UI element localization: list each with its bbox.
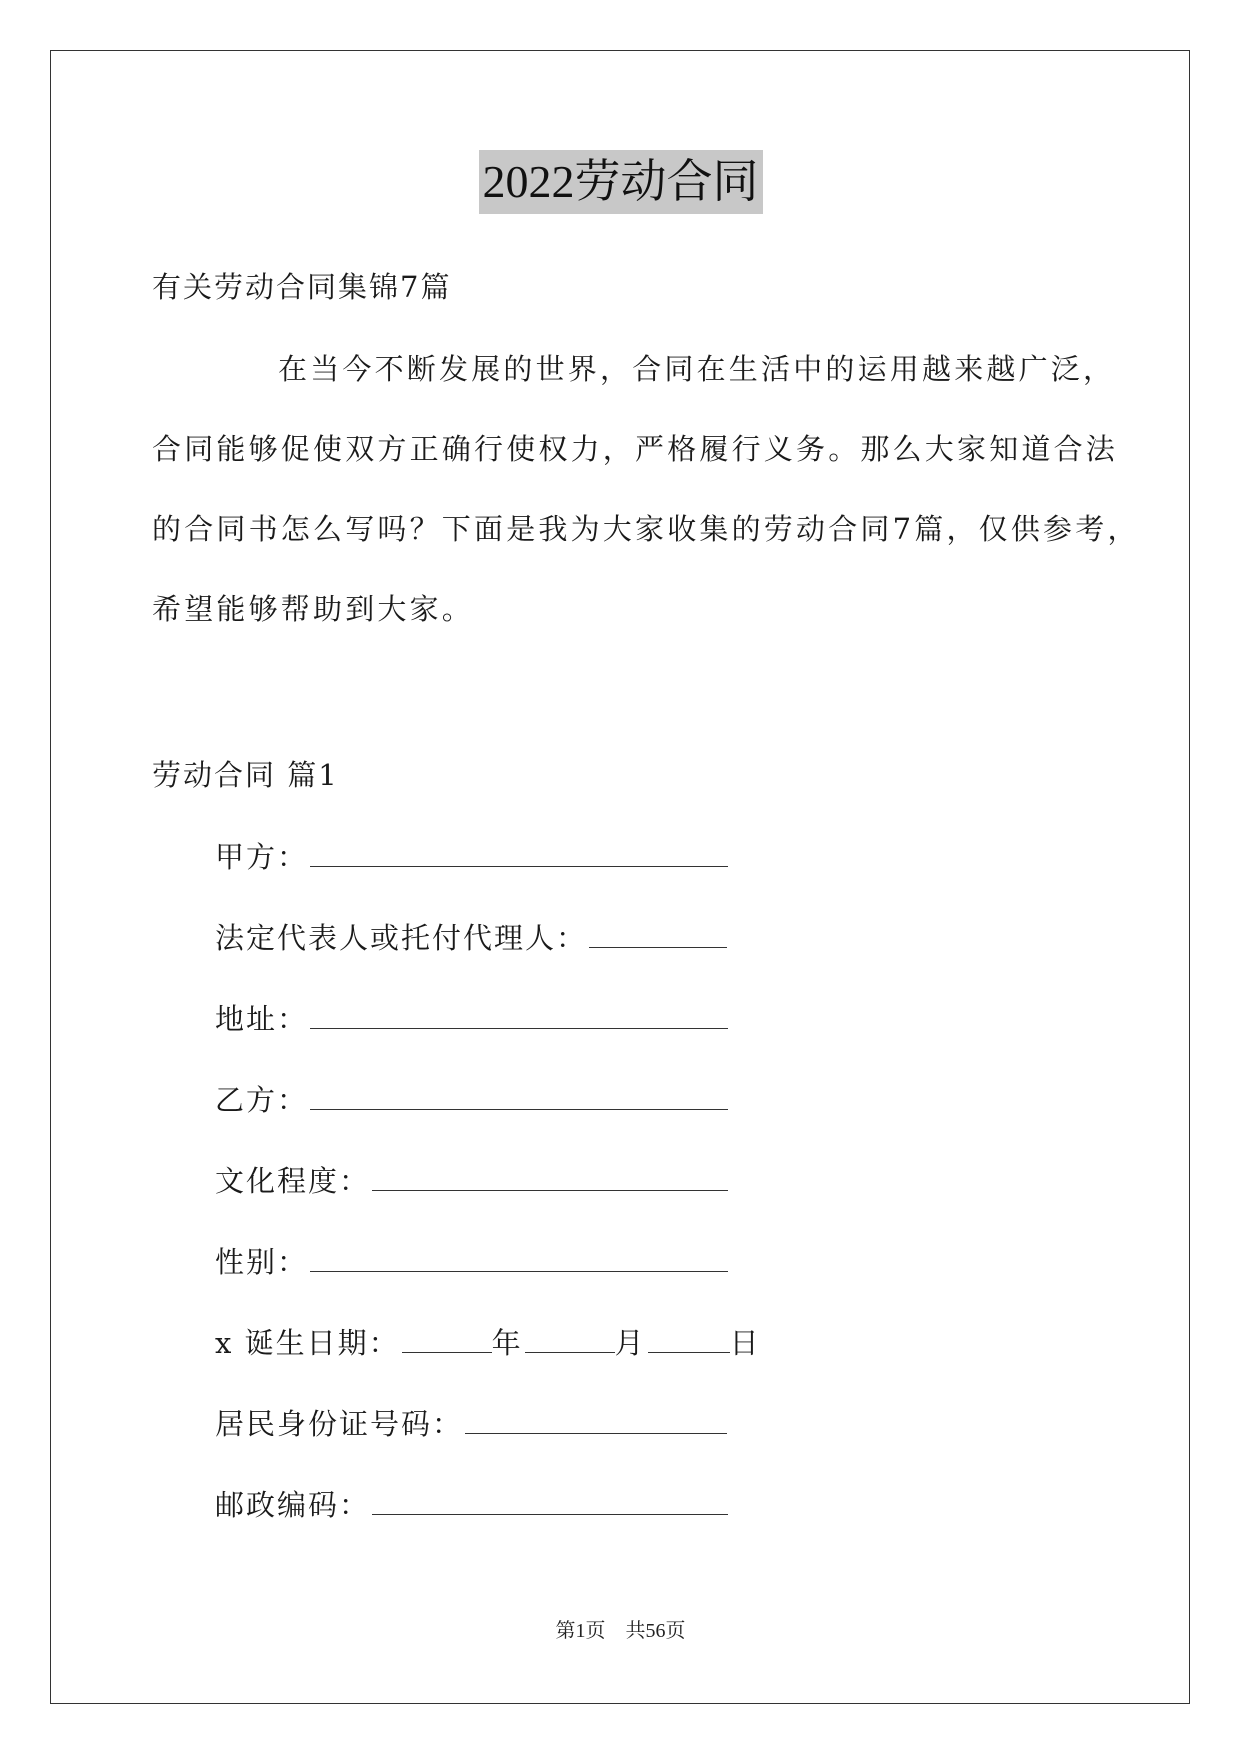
fill-blank: [525, 1324, 615, 1353]
document-title: 2022劳动合同: [479, 150, 763, 214]
page-number-footer: 第1页 共56页: [555, 1620, 686, 1642]
intro-paragraph-line-4: 希望能够帮助到大家。: [152, 592, 475, 626]
field-id-number: [215, 1404, 727, 1444]
field-label: 居民身份证号码：: [215, 1407, 464, 1441]
title-container: [0, 150, 1241, 214]
field-address: [215, 999, 728, 1039]
field-party-a: [215, 837, 728, 877]
intro-paragraph-line-3: 的合同书怎么写吗？下面是我为大家收集的劳动合同7篇，仅供参考，: [152, 512, 1140, 546]
field-gender: [215, 1242, 728, 1282]
fill-blank: [648, 1324, 730, 1353]
fill-blank: [402, 1324, 492, 1353]
field-label: 地址：: [215, 1002, 309, 1036]
field-birth-date: [215, 1323, 761, 1363]
field-label: 法定代表人或托付代理人：: [215, 921, 588, 955]
fill-blank: [589, 919, 727, 948]
intro-paragraph-line-1: 在当今不断发展的世界，合同在生活中的运用越来越广泛，: [278, 352, 1116, 386]
fill-blank: [310, 1243, 728, 1272]
field-education: [215, 1161, 728, 1201]
field-label: 文化程度：: [215, 1164, 371, 1198]
field-representative: [215, 918, 727, 958]
fill-blank: [372, 1486, 728, 1515]
intro-paragraph-line-2: 合同能够促使双方正确行使权力，严格履行义务。那么大家知道合法: [152, 432, 1119, 466]
field-label: 乙方：: [215, 1083, 309, 1117]
month-label: 月: [614, 1326, 646, 1360]
fill-blank: [310, 1000, 728, 1029]
fill-blank: [310, 1081, 728, 1110]
field-party-b: [215, 1080, 728, 1120]
field-label: 邮政编码：: [215, 1488, 371, 1522]
document-subtitle: 有关劳动合同集锦7篇: [152, 270, 452, 304]
day-label: 日: [729, 1326, 761, 1360]
fill-blank: [372, 1162, 728, 1191]
fill-blank: [465, 1405, 727, 1434]
field-postal-code: [215, 1485, 728, 1525]
field-label: x 诞生日期：: [215, 1326, 400, 1360]
fill-blank: [310, 838, 728, 867]
field-label: 性别：: [215, 1245, 309, 1279]
field-label: 甲方：: [215, 840, 309, 874]
year-label: 年: [491, 1326, 523, 1360]
section-heading: 劳动合同 篇1: [152, 758, 339, 792]
